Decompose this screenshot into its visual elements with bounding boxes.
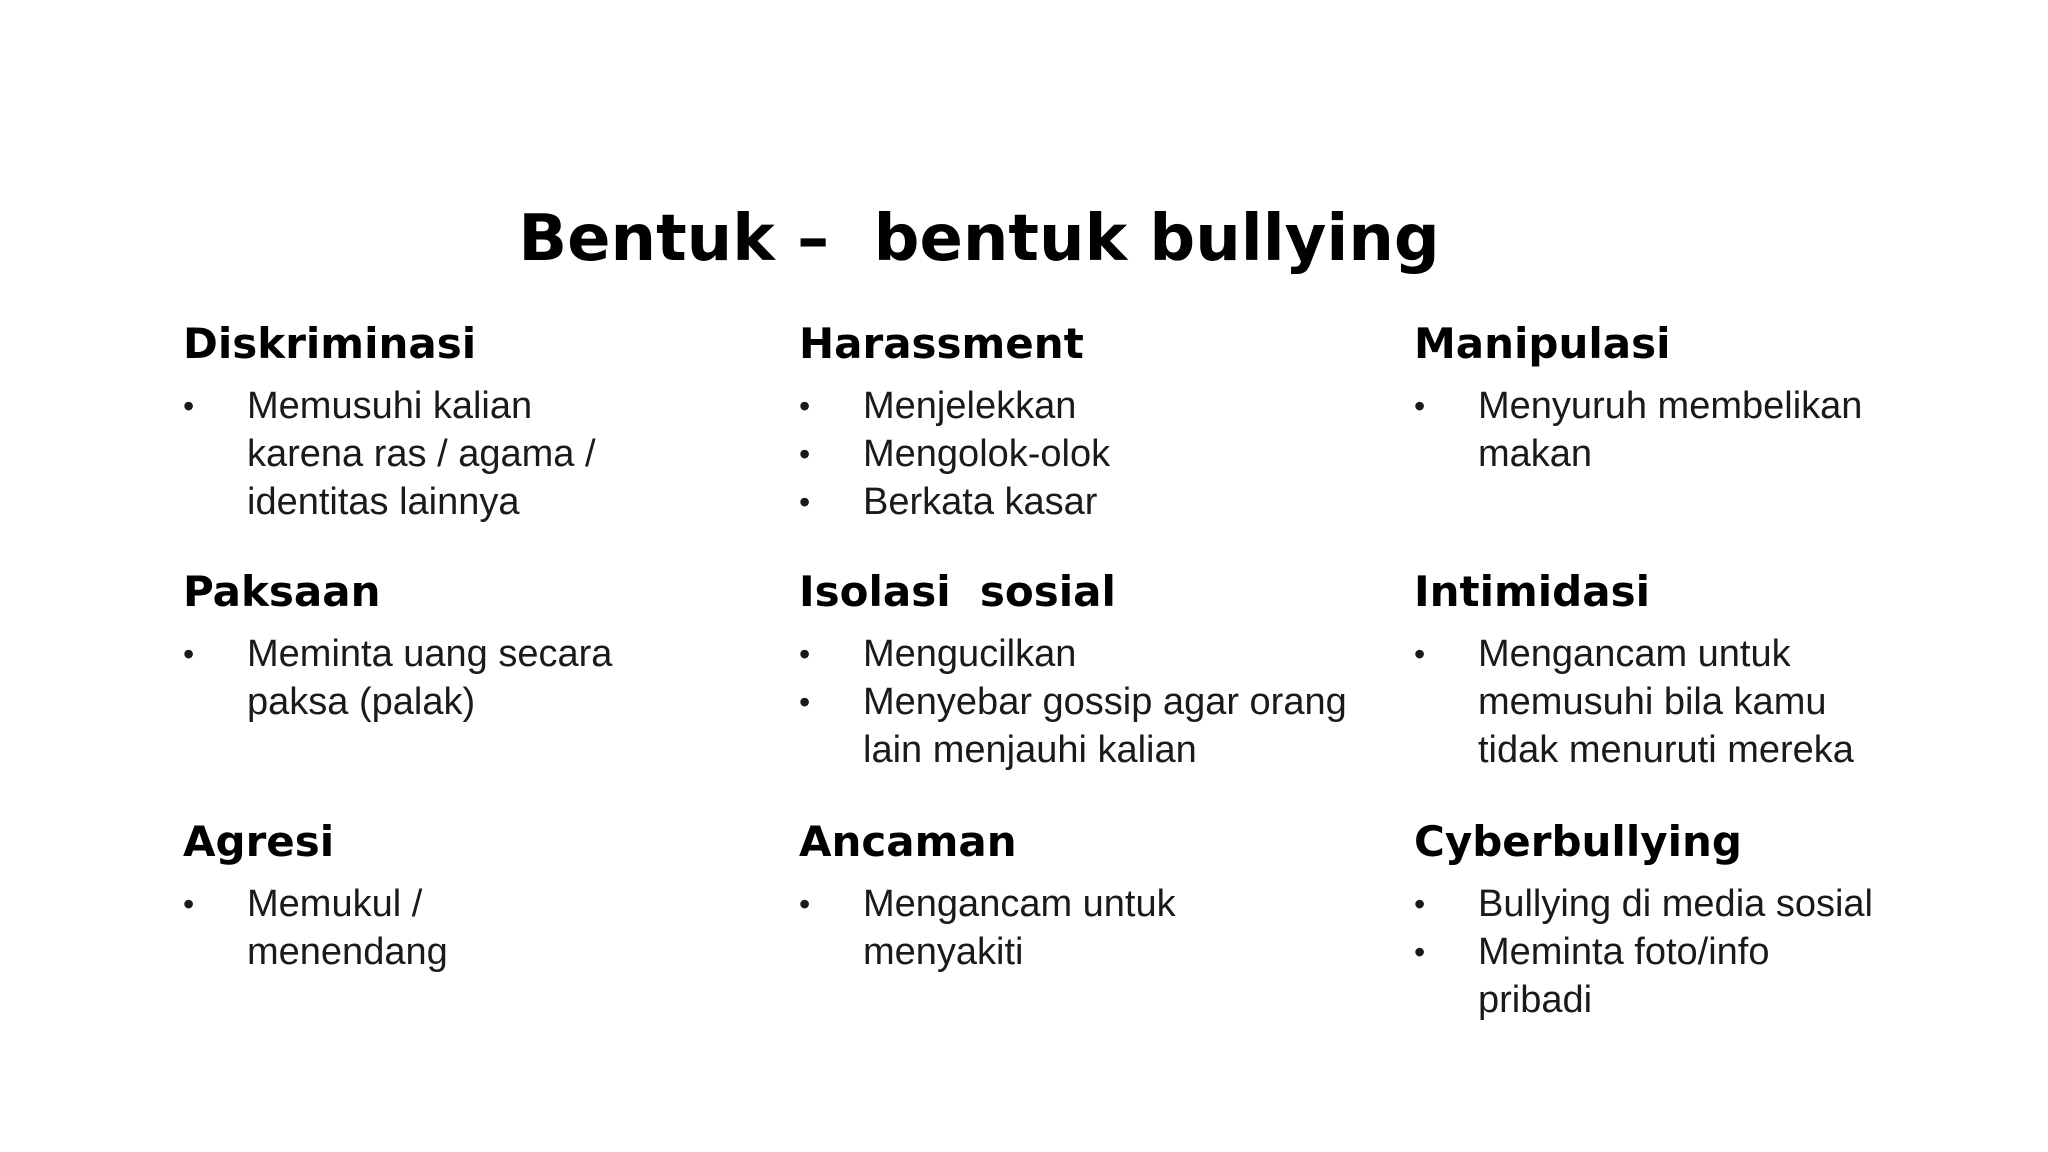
- bullet-text: Menyebar gossip agar orang lain menjauhi kalian: [863, 681, 1347, 771]
- section-intimidasi: [1414, 566, 1974, 774]
- section-heading: Intimidasi: [1414, 567, 1650, 616]
- section-heading: Ancaman: [799, 817, 1017, 866]
- bullet-list: [1414, 630, 1974, 774]
- bullet-list: [183, 630, 743, 726]
- bullet-list: [799, 880, 1359, 976]
- bullet-item: [183, 880, 537, 976]
- bullet-list: [1414, 382, 1974, 478]
- section-ancaman: [799, 816, 1359, 976]
- bullet-item: [183, 630, 687, 726]
- section-heading: Harassment: [799, 319, 1084, 368]
- bullet-icon: •: [799, 484, 811, 520]
- bullet-icon: •: [1414, 886, 1426, 922]
- bullet-item: [1414, 880, 1948, 928]
- bullet-icon: •: [183, 886, 195, 922]
- section-diskriminasi: [183, 318, 743, 526]
- section-heading: Agresi: [183, 817, 335, 866]
- bullet-icon: •: [183, 636, 195, 672]
- bullet-item: [1414, 630, 1908, 774]
- bullet-text: Meminta foto/info pribadi: [1478, 931, 1770, 1021]
- bullet-text: Berkata kasar: [863, 481, 1098, 523]
- bullet-text: Memukul / menendang: [247, 883, 448, 973]
- bullet-list: [799, 630, 1359, 774]
- bullet-list: [1414, 880, 1974, 1024]
- section-heading: Paksaan: [183, 567, 381, 616]
- bullet-icon: •: [799, 886, 811, 922]
- bullet-item: [799, 678, 1363, 774]
- section-harassment: [799, 318, 1359, 526]
- section-cyberbullying: [1414, 816, 1974, 1024]
- bullet-text: Mengucilkan: [863, 633, 1077, 675]
- bullet-icon: •: [1414, 636, 1426, 672]
- section-heading: Cyberbullying: [1414, 817, 1742, 866]
- section-agresi: [183, 816, 743, 976]
- section-heading: Isolasi sosial: [799, 567, 1116, 616]
- bullet-list: [799, 382, 1359, 526]
- bullet-text: Meminta uang secara paksa (palak): [247, 633, 613, 723]
- bullet-icon: •: [799, 636, 811, 672]
- section-heading: Diskriminasi: [183, 319, 477, 368]
- bullet-item: [799, 430, 1359, 478]
- bullet-item: [1414, 382, 1898, 478]
- section-paksaan: [183, 566, 743, 726]
- bullet-text: Mengolok-olok: [863, 433, 1111, 475]
- bullet-icon: •: [1414, 388, 1426, 424]
- section-heading: Manipulasi: [1414, 319, 1671, 368]
- bullet-item: [799, 880, 1243, 976]
- bullet-icon: •: [183, 388, 195, 424]
- bullet-icon: •: [1414, 934, 1426, 970]
- bullet-item: [1414, 928, 1808, 1024]
- section-manipulasi: [1414, 318, 1974, 478]
- bullet-icon: •: [799, 436, 811, 472]
- bullet-list: [183, 382, 743, 526]
- bullet-item: [183, 382, 627, 526]
- bullet-text: Mengancam untuk menyakiti: [863, 883, 1176, 973]
- slide-title: Bentuk – bentuk bullying: [518, 202, 1440, 276]
- bullet-icon: •: [799, 684, 811, 720]
- bullet-text: Bullying di media sosial: [1478, 883, 1873, 925]
- bullet-text: Menjelekkan: [863, 385, 1077, 427]
- bullet-text: Menyuruh membelikan makan: [1478, 385, 1863, 475]
- bullet-item: [799, 630, 1359, 678]
- bullet-item: [799, 382, 1359, 430]
- bullet-icon: •: [799, 388, 811, 424]
- bullet-text: Memusuhi kalian karena ras / agama / identitas lainnya: [247, 385, 596, 523]
- bullet-list: [183, 880, 743, 976]
- bullet-item: [799, 478, 1359, 526]
- section-isolasi-sosial: [799, 566, 1359, 774]
- bullet-text: Mengancam untuk memusuhi bila kamu tidak menuruti mereka: [1478, 633, 1854, 771]
